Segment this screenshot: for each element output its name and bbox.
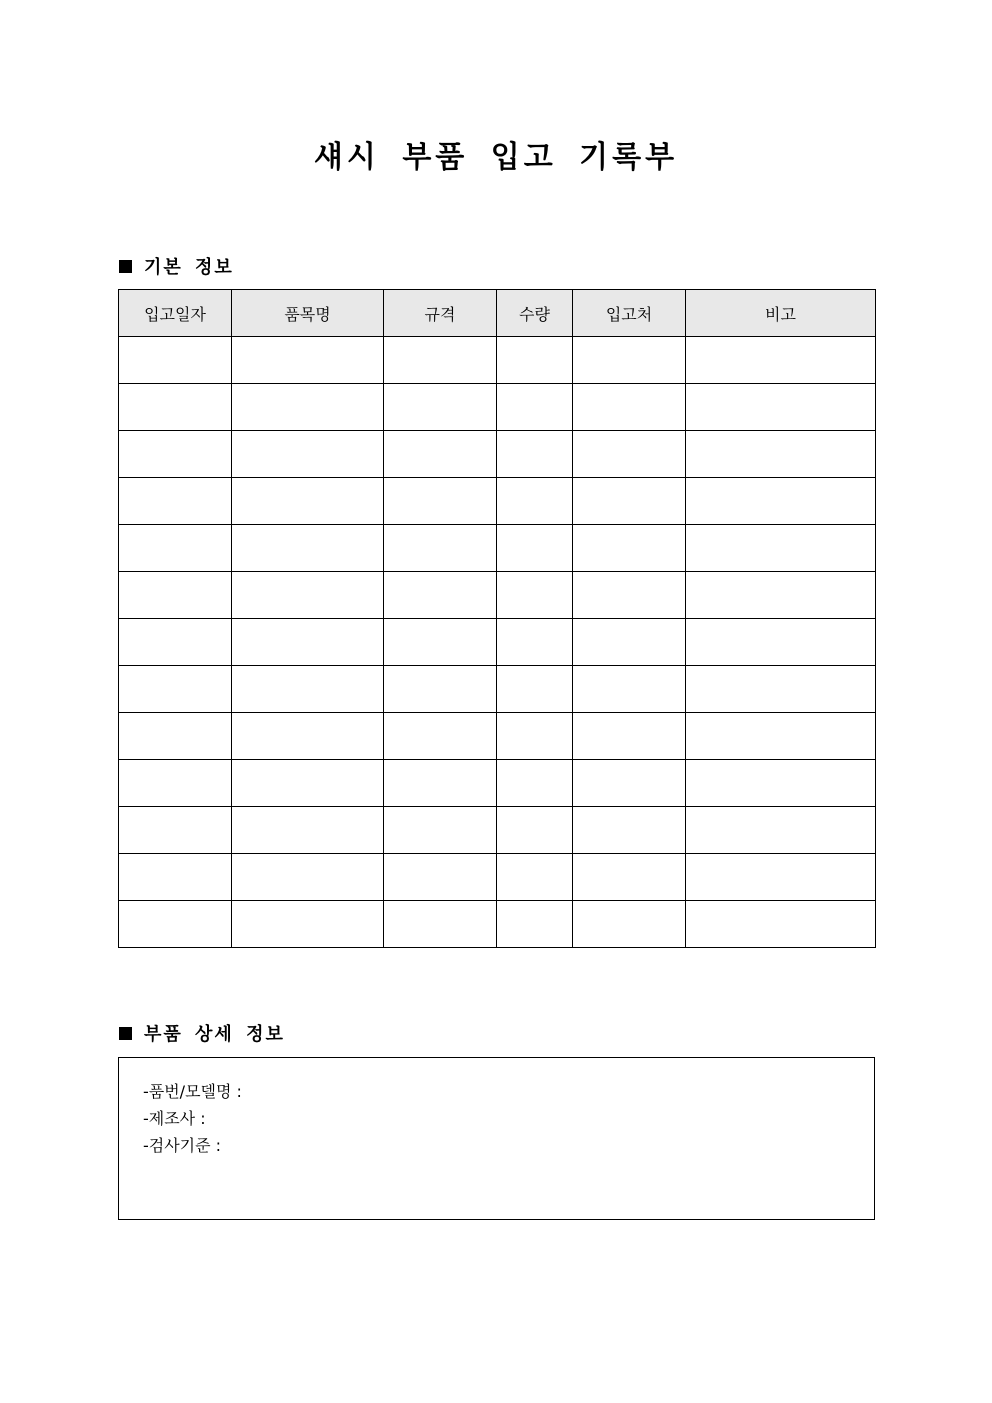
- table-cell[interactable]: [232, 713, 384, 760]
- table-cell[interactable]: [384, 525, 497, 572]
- table-cell[interactable]: [573, 431, 686, 478]
- table-cell[interactable]: [497, 384, 573, 431]
- table-cell[interactable]: [384, 666, 497, 713]
- table-row: [119, 760, 876, 807]
- column-header-remarks: 비고: [686, 290, 876, 337]
- table-cell[interactable]: [384, 572, 497, 619]
- table-cell[interactable]: [686, 525, 876, 572]
- table-cell[interactable]: [686, 760, 876, 807]
- table-cell[interactable]: [232, 478, 384, 525]
- table-row: [119, 525, 876, 572]
- table-cell[interactable]: [573, 384, 686, 431]
- table-cell[interactable]: [384, 854, 497, 901]
- section-heading-part-detail: [119, 1020, 285, 1046]
- column-header-quantity: 수량: [497, 290, 573, 337]
- table-cell[interactable]: [497, 337, 573, 384]
- part-detail-box: [118, 1057, 875, 1220]
- table-cell[interactable]: [232, 572, 384, 619]
- table-cell[interactable]: [686, 619, 876, 666]
- column-header-supplier: 입고처: [573, 290, 686, 337]
- table-cell[interactable]: [384, 619, 497, 666]
- table-cell[interactable]: [686, 666, 876, 713]
- table-cell[interactable]: [686, 713, 876, 760]
- table-cell[interactable]: [497, 572, 573, 619]
- table-header-row: [119, 290, 876, 337]
- table-cell[interactable]: [497, 619, 573, 666]
- table-row: [119, 572, 876, 619]
- table-cell[interactable]: [384, 760, 497, 807]
- table-cell[interactable]: [686, 807, 876, 854]
- table-row: [119, 384, 876, 431]
- table-cell[interactable]: [384, 431, 497, 478]
- detail-line-inspection-standard: -검사기준 :: [143, 1136, 222, 1155]
- table-cell[interactable]: [232, 431, 384, 478]
- table-cell[interactable]: [232, 854, 384, 901]
- table-cell[interactable]: [686, 572, 876, 619]
- column-header-date: 입고일자: [119, 290, 232, 337]
- table-cell[interactable]: [686, 854, 876, 901]
- table-cell[interactable]: [686, 478, 876, 525]
- table-cell[interactable]: [497, 760, 573, 807]
- page-title: 섀시 부품 입고 기록부: [313, 140, 679, 175]
- table-cell[interactable]: [573, 901, 686, 948]
- table-cell[interactable]: [119, 337, 232, 384]
- table-row: [119, 713, 876, 760]
- table-row: [119, 431, 876, 478]
- table-cell[interactable]: [573, 525, 686, 572]
- table-cell[interactable]: [573, 713, 686, 760]
- table-cell[interactable]: [497, 666, 573, 713]
- table-cell[interactable]: [384, 384, 497, 431]
- receipt-ledger-table: [118, 289, 876, 948]
- table-row: [119, 854, 876, 901]
- table-cell[interactable]: [232, 337, 384, 384]
- table-row: [119, 337, 876, 384]
- table-cell[interactable]: [497, 431, 573, 478]
- table-cell[interactable]: [497, 478, 573, 525]
- table-row: [119, 478, 876, 525]
- table-cell[interactable]: [232, 666, 384, 713]
- table-cell[interactable]: [573, 666, 686, 713]
- table-cell[interactable]: [232, 901, 384, 948]
- table-cell[interactable]: [119, 713, 232, 760]
- table-cell[interactable]: [497, 525, 573, 572]
- table-cell[interactable]: [573, 337, 686, 384]
- table-cell[interactable]: [384, 901, 497, 948]
- table-cell[interactable]: [686, 337, 876, 384]
- column-header-item-name: 품목명: [232, 290, 384, 337]
- table-cell[interactable]: [686, 384, 876, 431]
- table-cell[interactable]: [119, 807, 232, 854]
- table-row: [119, 807, 876, 854]
- table-cell[interactable]: [573, 619, 686, 666]
- table-cell[interactable]: [573, 478, 686, 525]
- table-cell[interactable]: [573, 760, 686, 807]
- table-cell[interactable]: [384, 807, 497, 854]
- black-square-icon: [119, 1027, 132, 1040]
- table-cell[interactable]: [232, 807, 384, 854]
- table-cell[interactable]: [497, 713, 573, 760]
- table-row: [119, 619, 876, 666]
- table-cell[interactable]: [232, 384, 384, 431]
- table-cell[interactable]: [497, 807, 573, 854]
- table-cell[interactable]: [119, 854, 232, 901]
- table-cell[interactable]: [232, 760, 384, 807]
- table-cell[interactable]: [384, 337, 497, 384]
- table-row: [119, 901, 876, 948]
- table-cell[interactable]: [384, 713, 497, 760]
- column-header-spec: 규격: [384, 290, 497, 337]
- section-heading-label: 기본 정보: [144, 257, 234, 278]
- section-heading-label: 부품 상세 정보: [144, 1024, 285, 1045]
- table-cell[interactable]: [232, 525, 384, 572]
- table-cell[interactable]: [384, 478, 497, 525]
- table-cell[interactable]: [119, 572, 232, 619]
- table-cell[interactable]: [497, 901, 573, 948]
- table-cell[interactable]: [119, 384, 232, 431]
- table-cell[interactable]: [232, 619, 384, 666]
- table-cell[interactable]: [119, 760, 232, 807]
- table-cell[interactable]: [119, 525, 232, 572]
- table-cell[interactable]: [119, 478, 232, 525]
- detail-line-part-number: -품번/모델명 :: [143, 1082, 242, 1101]
- table-cell[interactable]: [119, 619, 232, 666]
- table-cell[interactable]: [573, 572, 686, 619]
- table-cell[interactable]: [119, 666, 232, 713]
- table-cell[interactable]: [573, 807, 686, 854]
- table-cell[interactable]: [497, 854, 573, 901]
- table-cell[interactable]: [119, 901, 232, 948]
- table-cell[interactable]: [686, 901, 876, 948]
- section-heading-basic-info: [119, 253, 234, 279]
- table-cell[interactable]: [573, 854, 686, 901]
- table-row: [119, 666, 876, 713]
- detail-line-manufacturer: -제조사 :: [143, 1109, 206, 1128]
- black-square-icon: [119, 260, 132, 273]
- table-cell[interactable]: [119, 431, 232, 478]
- table-cell[interactable]: [686, 431, 876, 478]
